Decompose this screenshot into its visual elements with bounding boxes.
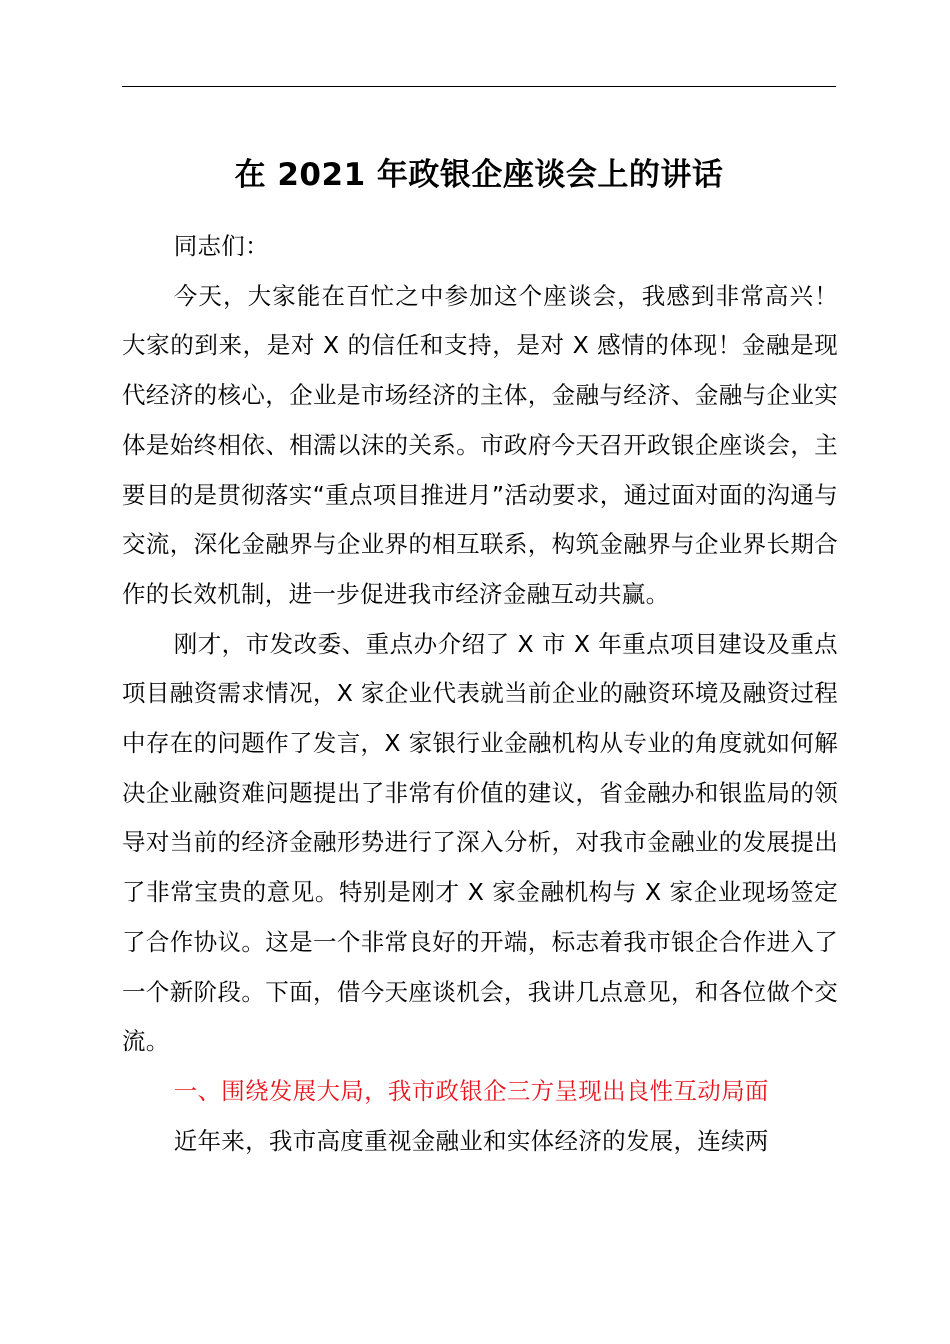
salutation: 同志们： [173, 232, 269, 260]
header-rule [122, 86, 836, 87]
body-paragraph-1: 今天，大家能在百忙之中参加这个座谈会，我感到非常高兴！大家的到来，是对 X 的信任和支持，是对 X 感情的体现！金融是现代经济的核心，企业是市场经济的主体，金融与经济、金融与企业实体是始终相依、相濡以沫的关系。市政府今天召开政银企座谈会，主要目的是贯彻落实“重点项目推进月”活动要求，通过面对面的沟通与交流，深化金融界与企业界的相互联系，构筑金融界与企业界长期合作的长效机制，进一步促进我市经济金融互动共赢。 [122, 281, 838, 608]
body-paragraph-3: 近年来，我市高度重视金融业和实体经济的发展，连续两 [173, 1126, 769, 1155]
section-heading: 一、围绕发展大局，我市政银企三方呈现出良性互动局面 [173, 1076, 769, 1105]
body-paragraph-2: 刚才，市发改委、重点办介绍了 X 市 X 年重点项目建设及重点项目融资需求情况，X 家企业代表就当前企业的融资环境及融资过程中存在的问题作了发言，X 家银行业金融机构从专业的角度就如何解决企业融资难问题提出了非常有价值的建议，省金融办和银监局的领导对当前的经济金融形势进行了深入分析，对我市金融业的发展提出了非常宝贵的意见。特别是刚才 X 家金融机构与 X 家企业现场签定了合作协议。这是一个非常良好的开端，标志着我市银企合作进入了一个新阶段。下面，借今天座谈机会，我讲几点意见，和各位做个交流。 [122, 629, 838, 1056]
document-body [122, 222, 838, 1166]
document-title: 在 2021 年政银企座谈会上的讲话 [234, 157, 724, 193]
